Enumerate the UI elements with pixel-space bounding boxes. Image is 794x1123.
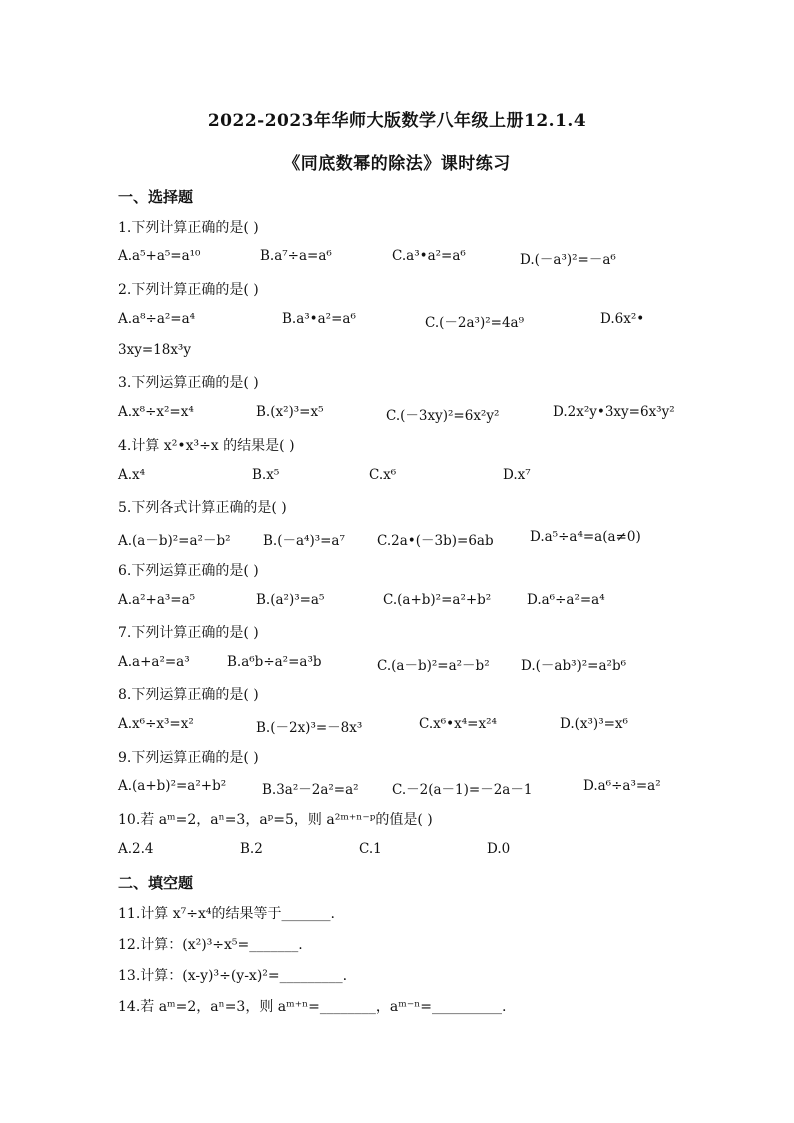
q10-option-b: B.2: [240, 841, 263, 857]
q9-option-a: A.(a+b)²=a²+b²: [118, 778, 227, 794]
question-10: 10.若 aᵐ=2，aⁿ=3，aᵖ=5，则 a²ᵐ⁺ⁿ⁻ᵖ的值是( ): [118, 812, 433, 828]
q2-option-c: C.(－2a³)²=4a⁹: [425, 315, 524, 331]
q9-option-d: D.a⁶÷a³=a²: [583, 778, 661, 794]
question-4: 4.计算 x²•x³÷x 的结果是( ): [118, 438, 295, 454]
q7-option-d: D.(－ab³)²=a²b⁶: [521, 658, 627, 674]
doc-title-line1: 2022-2023年华师大版数学八年级上册12.1.4: [207, 111, 587, 131]
q8-option-c: C.x⁶•x⁴=x²⁴: [419, 716, 497, 732]
q5-option-b: B.(－a⁴)³=a⁷: [263, 533, 345, 549]
section-heading-fill: 二、填空题: [118, 874, 194, 892]
q7-option-a: A.a+a²=a³: [118, 654, 190, 670]
q9-option-b: B.3a²－2a²=a²: [262, 782, 359, 798]
q3-option-a: A.x⁸÷x²=x⁴: [118, 404, 194, 420]
question-11: 11.计算 x⁷÷x⁴的结果等于_______.: [118, 906, 335, 922]
q1-option-b: B.a⁷÷a=a⁶: [260, 248, 332, 264]
question-12: 12.计算：(x²)³÷x⁵=_______.: [118, 937, 303, 953]
q5-option-c: C.2a•(－3b)=6ab: [377, 533, 494, 549]
question-8: 8.下列运算正确的是( ): [118, 687, 259, 703]
q3-option-c: C.(－3xy)²=6x²y²: [386, 408, 500, 424]
question-2: 2.下列计算正确的是( ): [118, 282, 259, 298]
doc-title-line2: 《同底数幂的除法》课时练习: [283, 154, 511, 174]
q4-option-d: D.x⁷: [503, 467, 531, 483]
q5-option-a: A.(a－b)²=a²－b²: [118, 533, 231, 549]
q4-option-b: B.x⁵: [252, 467, 280, 483]
question-13: 13.计算：(x-y)³÷(y-x)²=_________.: [118, 968, 348, 984]
question-5: 5.下列各式计算正确的是( ): [118, 500, 287, 516]
q4-option-c: C.x⁶: [369, 467, 397, 483]
q7-option-b: B.a⁶b÷a²=a³b: [227, 654, 322, 670]
q6-option-d: D.a⁶÷a²=a⁴: [527, 592, 605, 608]
q3-option-b: B.(x²)³=x⁵: [256, 404, 324, 420]
q6-option-c: C.(a+b)²=a²+b²: [383, 592, 492, 608]
q4-option-a: A.x⁴: [118, 467, 146, 483]
q10-option-c: C.1: [359, 841, 382, 857]
q2-option-d-continued: 3xy=18x³y: [118, 342, 191, 358]
question-1: 1.下列计算正确的是( ): [118, 220, 259, 236]
question-7: 7.下列计算正确的是( ): [118, 625, 259, 641]
q8-option-a: A.x⁶÷x³=x²: [118, 716, 194, 732]
q6-option-a: A.a²+a³=a⁵: [118, 592, 196, 608]
q3-option-d: D.2x²y•3xy=6x³y²: [553, 404, 675, 420]
section-heading-choice: 一、选择题: [118, 188, 194, 206]
q5-option-d: D.a⁵÷a⁴=a(a≠0): [530, 529, 641, 545]
q2-option-a: A.a⁸÷a²=a⁴: [118, 311, 196, 327]
q1-option-c: C.a³•a²=a⁶: [392, 248, 466, 264]
question-3: 3.下列运算正确的是( ): [118, 375, 259, 391]
q1-option-d: D.(－a³)²=－a⁶: [520, 252, 616, 268]
q7-option-c: C.(a－b)²=a²－b²: [377, 658, 490, 674]
q2-option-b: B.a³•a²=a⁶: [282, 311, 356, 327]
q9-option-c: C.－2(a－1)=－2a－1: [392, 782, 533, 798]
q8-option-b: B.(－2x)³=－8x³: [256, 720, 363, 736]
q10-option-a: A.2.4: [118, 841, 154, 857]
question-9: 9.下列运算正确的是( ): [118, 750, 259, 766]
q8-option-d: D.(x³)³=x⁶: [560, 716, 628, 732]
q1-option-a: A.a⁵+a⁵=a¹⁰: [118, 248, 201, 264]
q6-option-b: B.(a²)³=a⁵: [256, 592, 325, 608]
q2-option-d: D.6x²•: [600, 311, 645, 327]
question-6: 6.下列运算正确的是( ): [118, 563, 259, 579]
question-14: 14.若 aᵐ=2，aⁿ=3，则 aᵐ⁺ⁿ=________，aᵐ⁻ⁿ=__________.: [118, 999, 507, 1015]
q10-option-d: D.0: [487, 841, 511, 857]
